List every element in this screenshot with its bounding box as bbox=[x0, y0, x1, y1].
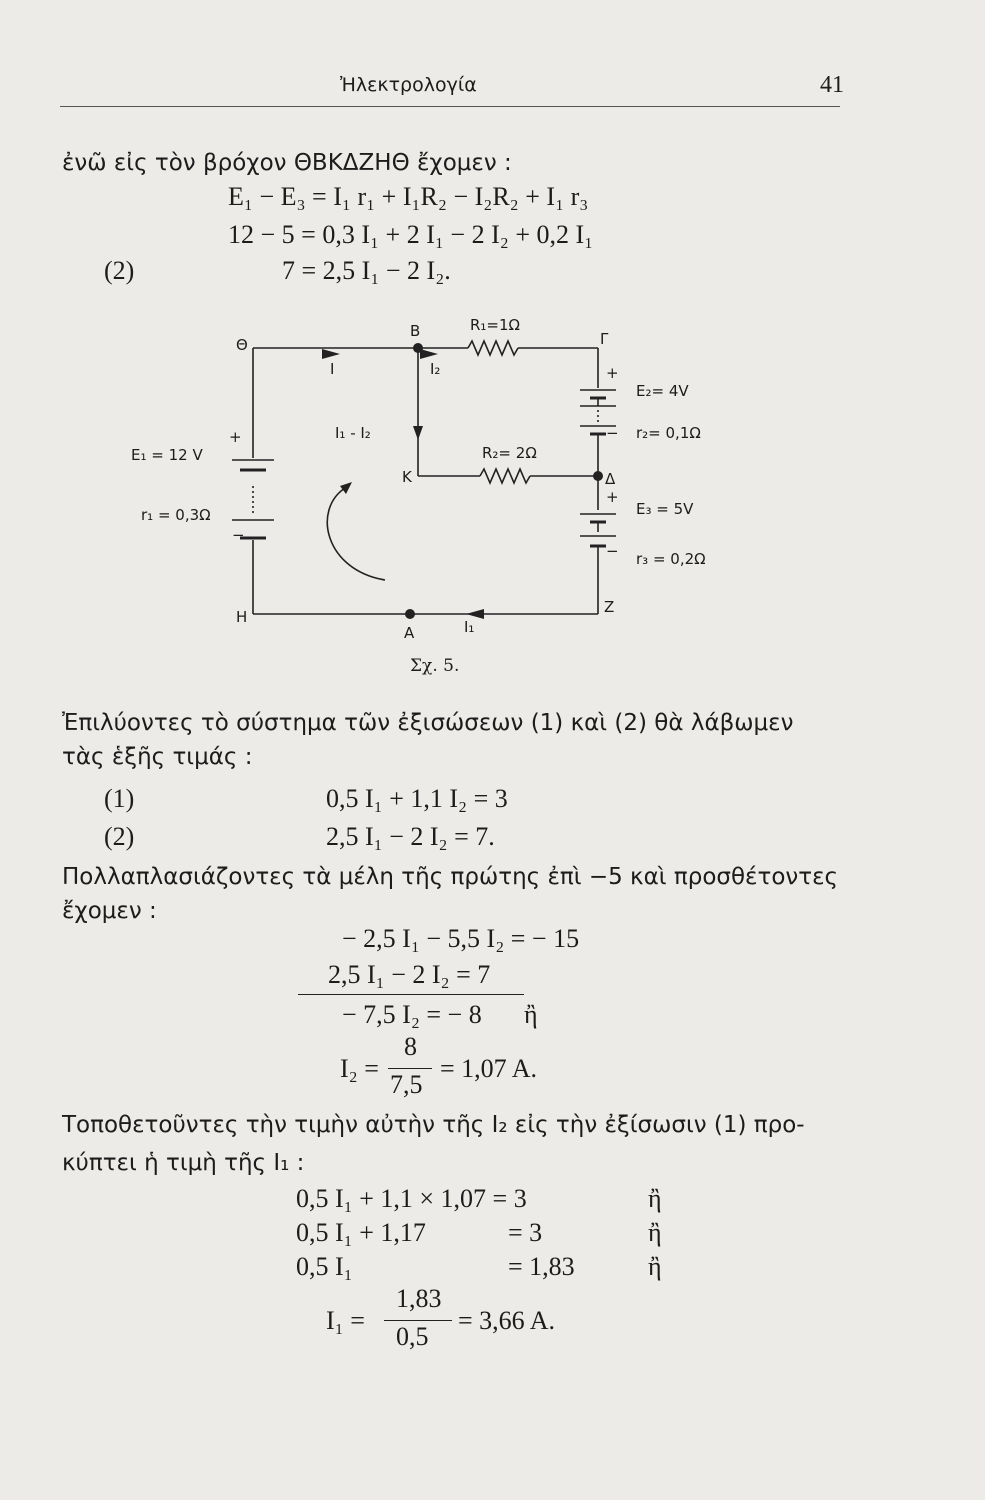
system-eq-1: 0,5 I₁ + 1,1 I₂ = 3 bbox=[326, 784, 508, 813]
elimination-sum-line bbox=[298, 994, 524, 995]
node-b: B bbox=[410, 322, 421, 340]
elimination-eq-2: 2,5 I₁ − 2 I₂ = 7 bbox=[328, 960, 491, 989]
i1-denominator: 0,5 bbox=[396, 1322, 429, 1351]
label-e1: E₁ = 12 V bbox=[131, 446, 203, 464]
label-r1-internal: r₁ = 0,3Ω bbox=[141, 506, 211, 524]
loop-eq-3: 7 = 2,5 I₁ − 2 I₂. bbox=[282, 256, 451, 285]
i1-fraction-bar bbox=[384, 1320, 452, 1321]
running-header: Ἠλεκτρολογία bbox=[340, 74, 477, 96]
system-eq-2: 2,5 I₁ − 2 I₂ = 7. bbox=[326, 822, 495, 851]
label-r3-internal: r₃ = 0,2Ω bbox=[636, 550, 706, 568]
i2-rhs: = 1,07 A. bbox=[440, 1054, 538, 1083]
substitution-eq-2-lhs: 0,5 I₁ + 1,17 bbox=[296, 1218, 426, 1247]
node-theta: Θ bbox=[236, 336, 248, 354]
substitution-or-2: ἢ bbox=[648, 1218, 662, 1247]
e2-minus: − bbox=[606, 424, 619, 442]
substitution-or-1: ἢ bbox=[648, 1184, 662, 1213]
multiply-line-2: ἔχομεν : bbox=[62, 898, 157, 924]
substitution-or-3: ἢ bbox=[648, 1252, 662, 1281]
i2-numerator: 8 bbox=[404, 1032, 417, 1061]
i1-rhs: = 3,66 A. bbox=[458, 1306, 556, 1335]
solve-intro-line-1: Ἐπιλύοντες τὸ σύστημα τῶν ἐξισώσεων (1) καὶ (2) θὰ λάβωμεν bbox=[62, 710, 794, 736]
e3-minus: − bbox=[606, 542, 619, 560]
solve-intro-line-2: τὰς ἑξῆς τιμάς : bbox=[62, 744, 253, 770]
e3-plus: + bbox=[606, 488, 619, 506]
substitution-eq-1: 0,5 I₁ + 1,1 × 1,07 = 3 bbox=[296, 1184, 527, 1213]
i2-denominator: 7,5 bbox=[390, 1070, 423, 1099]
node-gamma: Γ bbox=[600, 330, 609, 348]
page-number: 41 bbox=[820, 72, 844, 98]
label-current-i: I bbox=[330, 360, 335, 378]
node-k: K bbox=[402, 468, 412, 486]
loop-eq-1: E₁ − E₃ = I₁ r₁ + I₁R₂ − I₂R₂ + I₁ r₃ bbox=[228, 182, 589, 211]
elimination-eq-1: − 2,5 I₁ − 5,5 I₂ = − 15 bbox=[342, 924, 580, 953]
label-r2: R₂= 2Ω bbox=[482, 444, 537, 462]
system-label-1: (1) bbox=[104, 784, 135, 813]
elimination-eq-3: − 7,5 I₂ = − 8 bbox=[342, 1000, 482, 1029]
loop-eq-2: 12 − 5 = 0,3 I₁ + 2 I₁ − 2 I₂ + 0,2 I₁ bbox=[228, 220, 594, 249]
i2-fraction-bar bbox=[388, 1068, 432, 1069]
multiply-line-1: Πολλαπλασιάζοντες τὰ μέλη τῆς πρώτης ἐπὶ −5 καὶ προσθέτοντες bbox=[62, 864, 839, 890]
node-h: H bbox=[236, 608, 248, 626]
node-delta: Δ bbox=[605, 470, 616, 488]
figure-caption: Σχ. 5. bbox=[410, 656, 460, 676]
i1-lhs: I₁ = bbox=[326, 1306, 365, 1335]
node-z: Z bbox=[604, 598, 615, 616]
loop-eq-label: (2) bbox=[104, 256, 135, 285]
i1-numerator: 1,83 bbox=[396, 1284, 442, 1313]
label-r2-internal: r₂= 0,1Ω bbox=[636, 424, 701, 442]
e2-plus: + bbox=[606, 364, 619, 382]
label-e2: E₂= 4V bbox=[636, 382, 689, 400]
e1-plus: + bbox=[229, 428, 242, 446]
label-e3: E₃ = 5V bbox=[636, 500, 694, 518]
substitute-line-1: Τοποθετοῦντες τὴν τιμὴν αὐτὴν τῆς I₂ εἰς τὴν ἐξίσωσιν (1) προ- bbox=[62, 1112, 805, 1138]
e1-minus: − bbox=[232, 526, 245, 544]
i2-lhs: I₂ = bbox=[340, 1054, 379, 1083]
label-current-i1-minus-i2: I₁ - I₂ bbox=[335, 424, 371, 442]
substitute-line-2: κύπτει ἡ τιμὴ τῆς I₁ : bbox=[62, 1150, 305, 1176]
substitution-eq-2-rhs: = 3 bbox=[508, 1218, 543, 1247]
label-current-i1: I₁ bbox=[464, 618, 475, 636]
substitution-eq-3-rhs: = 1,83 bbox=[508, 1252, 575, 1281]
elimination-or: ἢ bbox=[524, 1000, 538, 1029]
label-r1: R₁=1Ω bbox=[470, 316, 521, 334]
substitution-eq-3-lhs: 0,5 I₁ bbox=[296, 1252, 353, 1281]
node-a: A bbox=[404, 624, 415, 642]
label-current-i2: I₂ bbox=[430, 360, 441, 378]
loop-intro: ἐνῶ εἰς τὸν βρόχον ΘΒΚΔΖΗΘ ἔχομεν : bbox=[62, 150, 512, 176]
system-label-2: (2) bbox=[104, 822, 135, 851]
